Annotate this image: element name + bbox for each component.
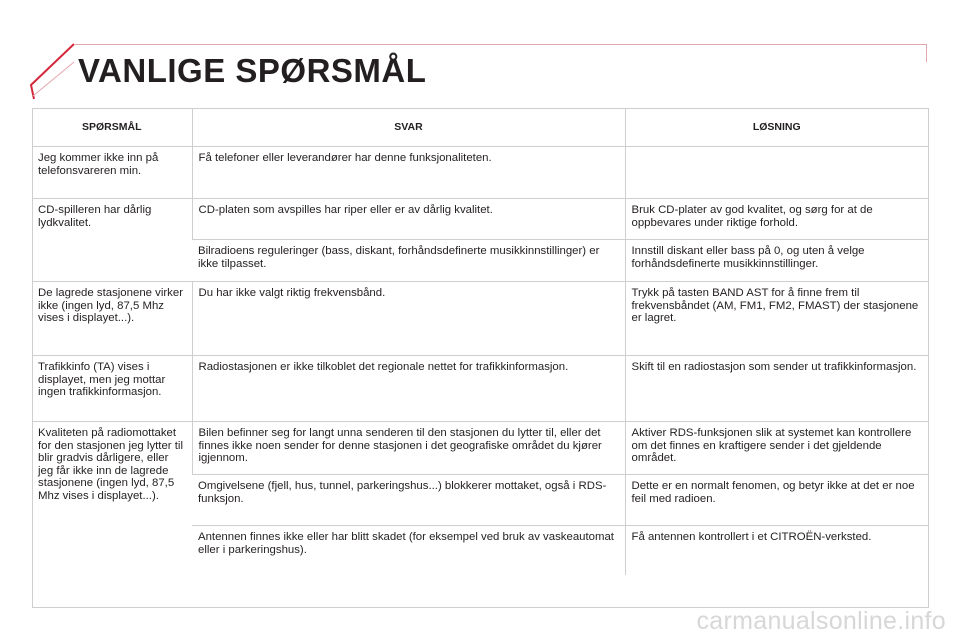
answer-cell: Bilradioens reguleringer (bass, diskant, forhåndsdefinerte musikkinnstillinger) er ikke tilpasset. [192, 240, 625, 282]
header-answer: SVAR [192, 108, 625, 147]
solution-cell: Trykk på tasten BAND AST for å finne frem til frekvensbåndet (AM, FM1, FM2, FMAST) der stasjonene er lagret. [625, 282, 928, 356]
solution-cell: Aktiver RDS-funksjonen slik at systemet kan kontrollere om det finnes en kraftigere sender i det gjeldende området. [625, 422, 928, 475]
question-cell: Kvaliteten på radiomottaket for den stasjonen jeg lytter til blir gradvis dårligere, eller jeg får ikke inn de lagrede stasjonene (ingen lyd, 87,5 Mhz vises i displayet...). [32, 422, 192, 576]
table-row [32, 282, 928, 356]
header-rule-end [926, 44, 927, 62]
answer-cell: Antennen finnes ikke eller har blitt skadet (for eksempel ved bruk av vaskeautomat eller i parkeringshus). [192, 526, 625, 576]
question-cell: Jeg kommer ikke inn på telefonsvareren min. [32, 147, 192, 199]
answer-cell: Bilen befinner seg for langt unna senderen til den stasjonen du lytter til, eller det finnes ikke noen sender for denne stasjonen i det geografiske området du kjører igjennom. [192, 422, 625, 475]
answer-cell: Omgivelsene (fjell, hus, tunnel, parkeringshus...) blokkerer mottaket, også i RDS-funksjon. [192, 475, 625, 526]
table-row [32, 422, 928, 475]
answer-cell: CD-platen som avspilles har riper eller er av dårlig kvalitet. [192, 199, 625, 240]
table-row [32, 199, 928, 240]
question-cell: Trafikkinfo (TA) vises i displayet, men jeg mottar ingen trafikkinformasjon. [32, 356, 192, 422]
answer-cell: Radiostasjonen er ikke tilkoblet det regionale nettet for trafikkinformasjon. [192, 356, 625, 422]
faq-table [32, 108, 928, 575]
table-header-row [32, 108, 928, 147]
header-solution: LØSNING [625, 108, 928, 147]
solution-cell: Dette er en normalt fenomen, og betyr ikke at det er noe feil med radioen. [625, 475, 928, 526]
solution-cell [625, 147, 928, 199]
solution-cell: Innstill diskant eller bass på 0, og uten å velge forhåndsdefinerte musikkinnstillinger. [625, 240, 928, 282]
answer-cell: Få telefoner eller leverandører har denne funksjonaliteten. [192, 147, 625, 199]
question-cell: De lagrede stasjonene virker ikke (ingen lyd, 87,5 Mhz vises i displayet...). [32, 282, 192, 356]
header-rule [74, 44, 927, 45]
solution-cell: Skift til en radiostasjon som sender ut trafikkinformasjon. [625, 356, 928, 422]
page-title: VANLIGE SPØRSMÅL [78, 52, 427, 89]
header-question: SPØRSMÅL [32, 108, 192, 147]
watermark: carmanualsonline.info [696, 607, 946, 635]
solution-cell: Bruk CD-plater av god kvalitet, og sørg for at de oppbevares under riktige forhold. [625, 199, 928, 240]
table-row [32, 356, 928, 422]
solution-cell: Få antennen kontrollert i et CITROËN-verksted. [625, 526, 928, 576]
table-row [32, 147, 928, 199]
question-cell: CD-spilleren har dårlig lydkvalitet. [32, 199, 192, 282]
answer-cell: Du har ikke valgt riktig frekvensbånd. [192, 282, 625, 356]
